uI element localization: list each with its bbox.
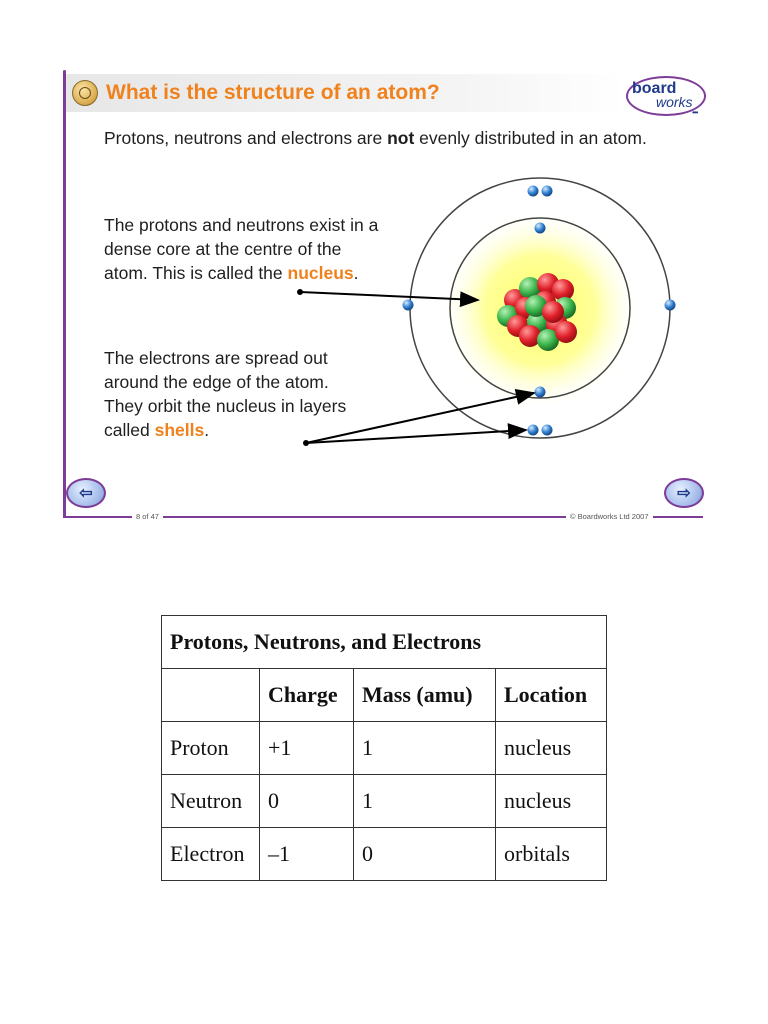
header-cell: Mass (amu): [354, 669, 496, 722]
previous-slide-button[interactable]: [66, 478, 106, 508]
arrow-right-icon: ⇨: [677, 485, 691, 502]
emphasis-not: not: [387, 128, 415, 148]
table-cell: nucleus: [496, 775, 607, 828]
slide: [60, 70, 710, 522]
intro-paragraph: Protons, neutrons and electrons are not evenly distributed in an atom.: [104, 128, 647, 148]
electrons-paragraph: The electrons are spread out around the edge of the atom. They orbit the nucleus in layers called shells.: [104, 348, 347, 440]
header-cell: Location: [496, 669, 607, 722]
table-cell: orbitals: [496, 828, 607, 881]
table-cell: –1: [260, 828, 354, 881]
table-cell: Neutron: [162, 775, 260, 828]
table-row: [162, 775, 607, 828]
table-row: [162, 828, 607, 881]
table-cell: +1: [260, 722, 354, 775]
table-cell: 0: [354, 828, 496, 881]
header-cell: Charge: [260, 669, 354, 722]
term-nucleus: nucleus: [287, 263, 354, 283]
slide-title: What is the structure of an atom?: [106, 81, 440, 104]
logo-text-works: works: [656, 94, 693, 110]
table-caption: Protons, Neutrons, and Electrons: [162, 616, 607, 669]
table-row: [162, 722, 607, 775]
arrow-left-icon: ⇦: [79, 485, 93, 502]
table-caption-row: [162, 616, 607, 669]
nucleus-paragraph: The protons and neutrons exist in a dense core at the centre of the atom. This is called the nucleus.: [104, 215, 379, 283]
logo-text-board: board: [632, 80, 677, 97]
boardworks-logo: board works •••: [626, 74, 708, 118]
next-slide-button[interactable]: [664, 478, 704, 508]
header-cell: [162, 669, 260, 722]
term-shells: shells: [154, 420, 205, 440]
table-cell: 1: [354, 722, 496, 775]
particles-table: [161, 615, 607, 881]
table-cell: Proton: [162, 722, 260, 775]
table-cell: Electron: [162, 828, 260, 881]
table-cell: 1: [354, 775, 496, 828]
table-cell: nucleus: [496, 722, 607, 775]
table-header-row: [162, 669, 607, 722]
table-cell: 0: [260, 775, 354, 828]
copyright: © Boardworks Ltd 2007: [566, 512, 653, 521]
page-number: 8 of 47: [132, 512, 163, 521]
